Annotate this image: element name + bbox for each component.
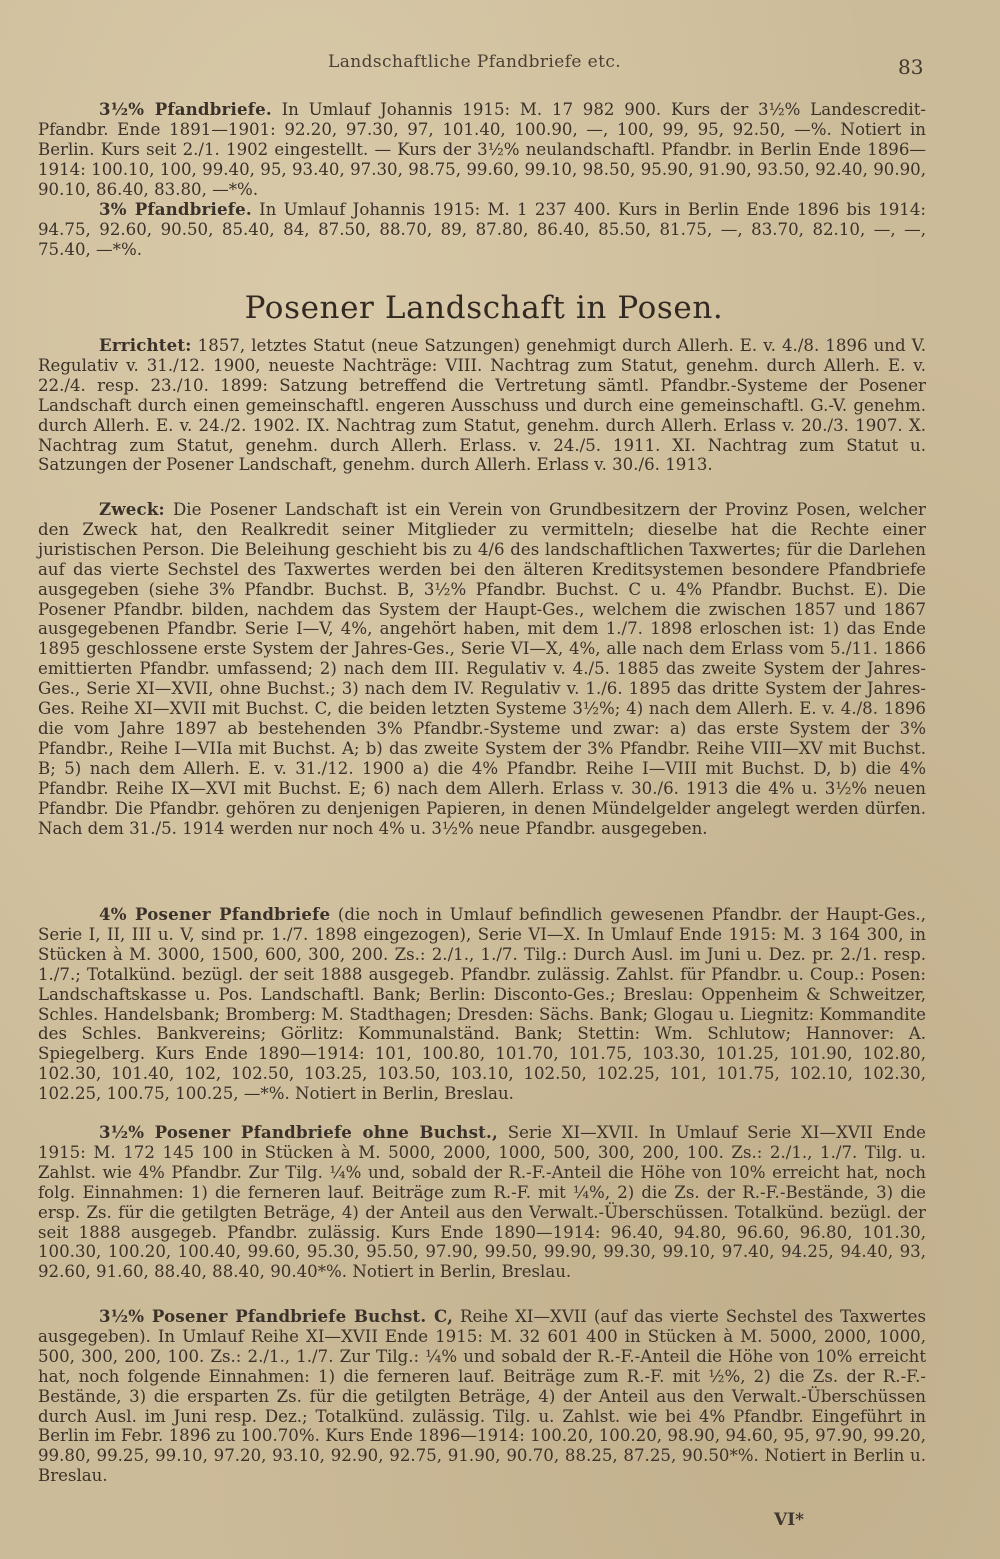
paragraph-3-5-percent-buchst-c <box>38 1307 926 1486</box>
section-title: Posener Landschaft in Posen. <box>244 290 724 326</box>
paragraph-lead: 3½% Posener Pfandbriefe Buchst. C, <box>99 1306 454 1326</box>
paragraph-lead: Errichtet: <box>99 335 192 355</box>
paragraph-4-percent-posener-pfandbriefe <box>38 905 926 1104</box>
signature-mark: VI* <box>774 1510 805 1530</box>
paragraph-text: In Umlauf Johannis 1915: M. 1 237 400. Kurs in Berlin Ende 1896 bis 1914: 94.75, 92.60, 90.50, 85.40, 84, 87.50, 88.70, 89, 87.80, 86.40, 85.50, 81.75, —, 83.70, 82.10, —, —, 75.40, —*%. <box>38 200 926 259</box>
paragraph-lead: Zweck: <box>99 499 165 519</box>
running-head: Landschaftliche Pfandbriefe etc. <box>328 52 622 72</box>
paragraph-3-5-percent-pfandbriefe <box>38 100 926 200</box>
paragraph-text: 1857, letztes Statut (neue Satzungen) genehmigt durch Allerh. E. v. 4./8. 1896 und V. Regulativ v. 31./12. 1900, neueste Nachträge: VIII. Nachtrag zum Statut, genehm. durch Allerh. E. v. 22./4. resp. 23./10. 1899: Satzung betreffend die Vertretung sämtl. Pfandbr.-Systeme der Posener Landschaft durch einen gemeinschaftl. engeren Ausschuss und durch eine gemeinschaftl. G.-V. genehm. durch Allerh. E. v. 24./2. 1902. IX. Nachtrag zum Statut, genehm. durch Allerh. Erlass v. 20./3. 1907. X. Nachtrag zum Statut, genehm. durch Allerh. Erlass. v. 24./5. 1911. XI. Nachtrag zum Statut u. Satzungen der Posener Landschaft, genehm. durch Allerh. Erlass v. 30./6. 1913. <box>38 336 926 475</box>
paragraph-lead: 3% Pfandbriefe. <box>99 199 252 219</box>
paragraph-3-percent-pfandbriefe <box>38 200 926 260</box>
paragraph-zweck <box>38 500 926 838</box>
paragraph-text: Die Posener Landschaft ist ein Verein von Grundbesitzern der Provinz Posen, welcher den Zweck hat, den Realkredit seiner Mitglieder zu vermitteln; dieselbe hat die Rechte einer juristischen Person. Die Beleihung geschieht bis zu 4/6 des landschaftlichen Taxwertes; für die Darlehen auf das vierte Sechstel des Taxwertes werden bei den älteren Kreditsystemen besondere Pfandbriefe ausgegeben (siehe 3% Pfandbr. Buchst. B, 3½% Pfandbr. Buchst. C u. 4% Pfandbr. Buchst. E). Die Posener Pfandbr. bilden, nachdem das System der Haupt-Ges., welchem die zwischen 1857 und 1867 ausgegebenen Pfandbr. Serie I—V, 4%, angehört haben, mit dem 1./7. 1898 erloschen ist: 1) das Ende 1895 geschlossene erste System der Jahres-Ges., Serie VI—X, 4%, alle nach dem Erlass vom 5./11. 1866 emittierten Pfandbr. umfassend; 2) nach dem III. Regulativ v. 4./5. 1885 das zweite System der Jahres-Ges., Serie XI—XVII, ohne Buchst.; 3) nach dem IV. Regulativ v. 1./6. 1895 das dritte System der Jahres-Ges. Reihe XI—XVII mit Buchst. C, die beiden letzten Systeme 3½%; 4) nach dem Allerh. E. v. 4./8. 1896 die vom Jahre 1897 ab bestehenden 3% Pfandbr.-Systeme und zwar: a) das erste System der 3% Pfandbr., Reihe I—VIIa mit Buchst. A; b) das zweite System der 3% Pfandbr. Reihe VIII—XV mit Buchst. B; 5) nach dem Allerh. E. v. 31./12. 1900 a) die 4% Pfandbr. Reihe I—VIII mit Buchst. D, b) die 4% Pfandbr. Reihe IX—XVI mit Buchst. E; 6) nach dem Allerh. Erlass v. 30./6. 1913 die 4% u. 3½% neuen Pfandbr. Die Pfandbr. gehören zu denjenigen Papieren, in denen Mündelgelder angelegt werden dürfen. Nach dem 31./5. 1914 werden nur noch 4% u. 3½% neue Pfandbr. ausgegeben. <box>38 500 926 838</box>
paragraph-lead: 3½% Pfandbriefe. <box>99 99 272 119</box>
paragraph-text: In Umlauf Johannis 1915: M. 17 982 900. Kurs der 3½% Landescredit-Pfandbr. Ende 1891—1901: 92.20, 97.30, 97, 101.40, 100.90, —, 100, 99, 95, 92.50, —%. Notiert in Berlin. Kurs seit 2./1. 1902 eingestellt. — Kurs der 3½% neulandschaftl. Pfandbr. in Berlin Ende 1896—1914: 100.10, 100, 99.40, 95, 93.40, 97.30, 98.75, 99.60, 99.10, 98.50, 95.90, 91.90, 93.50, 92.40, 90.90, 90.10, 86.40, 83.80, —*%. <box>38 100 926 199</box>
paragraph-errichtet <box>38 336 926 475</box>
paragraph-text: (die noch in Umlauf befindlich gewesenen Pfandbr. der Haupt-Ges., Serie I, II, III u. V, sind pr. 1./7. 1898 eingezogen), Serie VI—X. In Umlauf Ende 1915: M. 3 164 300, in Stücken à M. 3000, 1500, 600, 300, 200. Zs.: 2./1., 1./7. Tilg.: Durch Ausl. im Juni u. Dez. pr. 2./1. resp. 1./7.; Totalkünd. bezügl. der seit 1888 ausgegeb. Pfandbr. zulässig. Zahlst. für Pfandbr. u. Coup.: Posen: Landschaftskasse u. Pos. Landschaftl. Bank; Berlin: Disconto-Ges.; Breslau: Oppenheim & Schweitzer, Schles. Handelsbank; Bromberg: M. Stadthagen; Dresden: Sächs. Bank; Glogau u. Liegnitz: Kommandite des Schles. Bankvereins; Görlitz: Kommunalständ. Bank; Stettin: Wm. Schlutow; Hannover: A. Spiegelberg. Kurs Ende 1890—1914: 101, 100.80, 101.70, 101.75, 103.30, 101.25, 101.90, 102.80, 102.30, 101.40, 102, 102.50, 103.25, 103.50, 103.10, 102.50, 102.25, 101, 101.75, 102.10, 102.30, 102.25, 100.75, 100.25, —*%. Notiert in Berlin, Breslau. <box>38 905 926 1104</box>
paragraph-3-5-percent-ohne-buchst <box>38 1123 926 1282</box>
paragraph-lead: 3½% Posener Pfandbriefe ohne Buchst., <box>99 1122 498 1142</box>
paragraph-text: Reihe XI—XVII (auf das vierte Sechstel des Taxwertes ausgegeben). In Umlauf Reihe XI—XVII Ende 1915: M. 32 601 400 in Stücken à M. 5000, 2000, 1000, 500, 300, 200, 100. Zs.: 2./1., 1./7. Zur Tilg.: ¼% und sobald der R.-F.-Anteil die Höhe von 10% erreicht hat, noch folgende Einnahmen: 1) die ferneren lauf. Beiträge zum R.-F. mit ½%, 2) die Zs. der R.-F.-Bestände, 3) die ersparten Zs. für die getilgten Beträge, 4) der Anteil aus den Verwalt.-Überschüssen durch Ausl. im Juni resp. Dez.; Totalkünd. zulässig. Tilg. u. Zahlst. wie bei 4% Pfandbr. Eingeführt in Berlin im Febr. 1896 zu 100.70%. Kurs Ende 1896—1914: 100.20, 100.20, 98.90, 94.60, 95, 97.90, 99.20, 99.80, 99.25, 99.10, 97.20, 93.10, 92.90, 92.75, 91.90, 90.70, 88.25, 87.25, 90.50*%. Notiert in Berlin u. Breslau. <box>38 1307 926 1486</box>
page-number: 83 <box>898 55 924 79</box>
paragraph-text: Serie XI—XVII. In Umlauf Serie XI—XVII Ende 1915: M. 172 145 100 in Stücken à M. 5000, 2000, 1000, 500, 300, 200, 100. Zs.: 2./1., 1./7. Tilg. u. Zahlst. wie 4% Pfandbr. Zur Tilg. ¼% und, sobald der R.-F.-Anteil die Höhe von 10% erreicht hat, noch folg. Einnahmen: 1) die ferneren lauf. Beiträge zum R.-F. mit ¼%, 2) die Zs. der R.-F.-Bestände, 3) die ersp. Zs. für die getilgten Beträge, 4) der Anteil aus den Verwalt.-Überschüssen. Totalkünd. bezügl. der seit 1888 ausgegeb. Pfandbr. zulässig. Kurs Ende 1890—1914: 96.40, 94.80, 96.60, 96.80, 101.30, 100.30, 100.20, 100.40, 99.60, 95.30, 95.50, 97.90, 99.50, 99.90, 99.30, 99.10, 97.40, 94.25, 94.40, 93, 92.60, 91.60, 88.40, 88.40, 90.40*%. Notiert in Berlin, Breslau. <box>38 1123 926 1282</box>
paragraph-lead: 4% Posener Pfandbriefe <box>99 904 331 924</box>
